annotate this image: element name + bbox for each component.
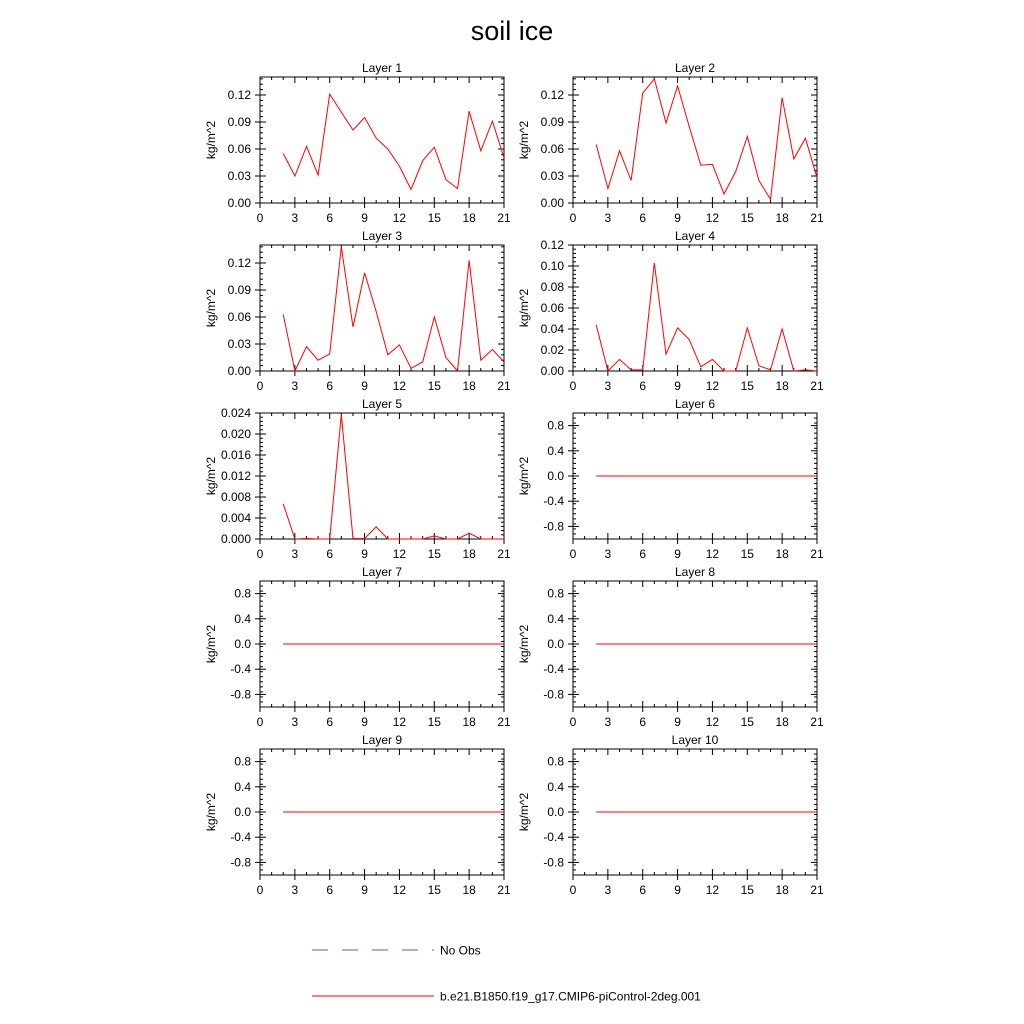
x-tick-label: 21: [810, 715, 824, 729]
x-tick-label: 0: [569, 883, 577, 897]
y-tick-label: -0.8: [230, 855, 251, 870]
y-tick-label: 0.02: [540, 343, 564, 357]
x-tick-label: 0: [256, 379, 264, 393]
x-tick-label: 18: [775, 379, 789, 393]
y-tick-label: -0.8: [543, 687, 564, 702]
series-line: [283, 247, 504, 371]
x-tick-label: 0: [256, 547, 264, 561]
x-tick-label: 15: [427, 883, 441, 897]
chart-panel-7: [204, 565, 511, 729]
x-tick-label: 12: [392, 379, 407, 393]
x-tick-label: 15: [427, 379, 441, 393]
x-tick-label: 18: [462, 715, 476, 729]
y-tick-label: 0.8: [234, 586, 251, 601]
x-tick-label: 9: [674, 715, 681, 729]
y-tick-label: 0.00: [540, 196, 564, 210]
y-tick-label: -0.8: [230, 687, 251, 702]
x-tick-label: 18: [462, 379, 476, 393]
x-tick-label: 6: [326, 715, 334, 729]
x-tick-label: 6: [326, 547, 334, 561]
plot-frame: [260, 245, 504, 371]
y-tick-label: -0.8: [543, 519, 564, 534]
y-tick-label: 0.06: [227, 142, 251, 156]
panel-title: Layer 6: [674, 397, 716, 411]
y-tick-label: 0.024: [220, 406, 251, 420]
y-tick-label: 0.03: [227, 169, 251, 183]
panel-title: Layer 1: [361, 61, 403, 75]
chart-panel-9: [204, 733, 511, 897]
panel-title: Layer 9: [361, 733, 403, 747]
x-tick-label: 3: [291, 883, 299, 897]
x-tick-label: 21: [810, 379, 824, 393]
y-tick-label: 0.12: [227, 256, 251, 270]
x-tick-label: 12: [392, 715, 407, 729]
y-tick-label: -0.8: [543, 855, 564, 870]
chart-panel-2: [517, 61, 824, 225]
y-tick-label: 0.03: [540, 169, 564, 183]
x-tick-label: 9: [361, 715, 368, 729]
y-tick-label: 0.0: [547, 469, 564, 483]
y-tick-label: -0.4: [543, 494, 564, 509]
x-tick-label: 3: [291, 379, 299, 393]
y-axis-label: kg/m^2: [517, 624, 531, 664]
x-tick-label: 18: [775, 883, 789, 897]
x-tick-label: 12: [705, 883, 720, 897]
x-tick-label: 3: [604, 379, 612, 393]
series-line: [596, 263, 817, 371]
x-tick-label: 18: [775, 211, 789, 225]
y-tick-label: 0.03: [227, 337, 251, 351]
chart-panel-3: [204, 229, 511, 393]
y-tick-label: 0.4: [547, 611, 564, 626]
y-tick-label: 0.0: [547, 805, 564, 819]
y-tick-label: 0.020: [220, 427, 251, 441]
y-tick-label: -0.4: [230, 830, 251, 845]
x-tick-label: 0: [569, 211, 577, 225]
x-tick-label: 18: [462, 547, 476, 561]
y-tick-label: 0.00: [227, 364, 251, 378]
y-tick-label: 0.04: [540, 322, 564, 336]
series-line: [283, 415, 504, 539]
y-tick-label: 0.09: [227, 115, 251, 129]
x-tick-label: 21: [810, 211, 824, 225]
y-tick-label: 0.06: [540, 301, 564, 315]
panel-title: Layer 8: [674, 565, 716, 579]
chart-panel-8: [517, 565, 824, 729]
legend-label-model: b.e21.B1850.f19_g17.CMIP6-piControl-2deg.001: [440, 989, 701, 1004]
x-tick-label: 3: [604, 547, 612, 561]
x-tick-label: 15: [427, 547, 441, 561]
x-tick-label: 15: [740, 379, 754, 393]
y-tick-label: 0.016: [220, 448, 251, 462]
x-tick-label: 3: [604, 715, 612, 729]
x-tick-label: 18: [462, 211, 476, 225]
y-tick-label: 0.10: [540, 259, 564, 273]
x-tick-label: 6: [639, 883, 647, 897]
x-tick-label: 21: [497, 715, 511, 729]
x-tick-label: 12: [705, 211, 720, 225]
x-tick-label: 21: [497, 883, 511, 897]
x-tick-label: 9: [674, 379, 681, 393]
panel-title: Layer 4: [674, 229, 716, 243]
y-tick-label: 0.0: [547, 637, 564, 651]
x-tick-label: 15: [427, 211, 441, 225]
x-tick-label: 18: [775, 547, 789, 561]
x-tick-label: 0: [569, 715, 577, 729]
panel-title: Layer 2: [674, 61, 716, 75]
x-tick-label: 0: [569, 547, 577, 561]
x-tick-label: 6: [639, 379, 647, 393]
chart-panel-5: [204, 397, 511, 561]
x-tick-label: 6: [639, 547, 647, 561]
chart-panel-6: [517, 397, 824, 561]
y-tick-label: 0.12: [227, 88, 251, 102]
x-tick-label: 18: [775, 715, 789, 729]
y-tick-label: 0.00: [227, 196, 251, 210]
y-tick-label: 0.004: [220, 511, 251, 525]
y-tick-label: 0.0: [234, 637, 251, 651]
x-tick-label: 0: [256, 715, 264, 729]
x-tick-label: 21: [497, 211, 511, 225]
x-tick-label: 12: [392, 547, 407, 561]
y-tick-label: 0.4: [547, 443, 564, 458]
y-axis-label: kg/m^2: [517, 120, 531, 160]
x-tick-label: 3: [291, 715, 299, 729]
x-tick-label: 0: [569, 379, 577, 393]
y-axis-label: kg/m^2: [204, 456, 218, 496]
x-tick-label: 18: [462, 883, 476, 897]
y-tick-label: 0.06: [540, 142, 564, 156]
y-axis-label: kg/m^2: [517, 792, 531, 832]
y-axis-label: kg/m^2: [204, 120, 218, 160]
y-tick-label: 0.8: [234, 754, 251, 769]
y-tick-label: 0.012: [220, 469, 251, 483]
y-tick-label: 0.4: [234, 611, 251, 626]
x-tick-label: 9: [674, 883, 681, 897]
x-tick-label: 3: [291, 211, 299, 225]
y-tick-label: 0.4: [234, 779, 251, 794]
x-tick-label: 6: [326, 883, 334, 897]
y-tick-label: -0.4: [543, 830, 564, 845]
y-axis-label: kg/m^2: [517, 288, 531, 328]
x-tick-label: 21: [497, 547, 511, 561]
y-tick-label: 0.09: [540, 115, 564, 129]
x-tick-label: 9: [674, 547, 681, 561]
x-tick-label: 3: [291, 547, 299, 561]
x-tick-label: 9: [674, 211, 681, 225]
x-tick-label: 9: [361, 379, 368, 393]
x-tick-label: 21: [497, 379, 511, 393]
plot-frame: [260, 413, 504, 539]
x-tick-label: 3: [604, 211, 612, 225]
x-tick-label: 15: [740, 715, 754, 729]
panel-title: Layer 3: [361, 229, 403, 243]
y-tick-label: 0.06: [227, 310, 251, 324]
x-tick-label: 6: [326, 211, 334, 225]
x-tick-label: 15: [740, 547, 754, 561]
y-axis-label: kg/m^2: [204, 792, 218, 832]
x-tick-label: 0: [256, 883, 264, 897]
x-tick-label: 0: [256, 211, 264, 225]
y-tick-label: 0.0: [234, 805, 251, 819]
y-tick-label: 0.8: [547, 418, 564, 433]
y-tick-label: 0.00: [540, 364, 564, 378]
x-tick-label: 9: [361, 547, 368, 561]
x-tick-label: 12: [392, 883, 407, 897]
x-tick-label: 12: [392, 211, 407, 225]
y-tick-label: -0.4: [230, 662, 251, 677]
x-tick-label: 6: [639, 715, 647, 729]
chart-panel-10: [517, 733, 824, 897]
y-tick-label: 0.09: [227, 283, 251, 297]
y-tick-label: 0.8: [547, 586, 564, 601]
y-tick-label: 0.8: [547, 754, 564, 769]
y-tick-label: 0.4: [547, 779, 564, 794]
y-axis-label: kg/m^2: [204, 624, 218, 664]
y-tick-label: 0.12: [540, 238, 564, 252]
y-tick-label: -0.4: [543, 662, 564, 677]
figure-title: soil ice: [470, 16, 554, 46]
x-tick-label: 9: [361, 211, 368, 225]
y-tick-label: 0.000: [220, 532, 251, 546]
plot-frame: [260, 77, 504, 203]
y-axis-label: kg/m^2: [204, 288, 218, 328]
x-tick-label: 15: [427, 715, 441, 729]
chart-panel-4: [517, 229, 824, 393]
x-tick-label: 6: [326, 379, 334, 393]
x-tick-label: 21: [810, 883, 824, 897]
x-tick-label: 9: [361, 883, 368, 897]
chart-panel-1: [204, 61, 511, 225]
series-line: [596, 79, 817, 200]
y-tick-label: 0.008: [220, 490, 251, 504]
x-tick-label: 15: [740, 883, 754, 897]
panel-title: Layer 7: [361, 565, 403, 579]
y-tick-label: 0.12: [540, 88, 564, 102]
y-axis-label: kg/m^2: [517, 456, 531, 496]
panel-title: Layer 5: [361, 397, 403, 411]
panel-title: Layer 10: [671, 733, 719, 747]
x-tick-label: 12: [705, 379, 720, 393]
legend-label-no-obs: No Obs: [440, 943, 481, 958]
x-tick-label: 6: [639, 211, 647, 225]
series-line: [283, 94, 504, 189]
x-tick-label: 15: [740, 211, 754, 225]
x-tick-label: 12: [705, 715, 720, 729]
y-tick-label: 0.08: [540, 280, 564, 294]
x-tick-label: 21: [810, 547, 824, 561]
x-tick-label: 3: [604, 883, 612, 897]
x-tick-label: 12: [705, 547, 720, 561]
